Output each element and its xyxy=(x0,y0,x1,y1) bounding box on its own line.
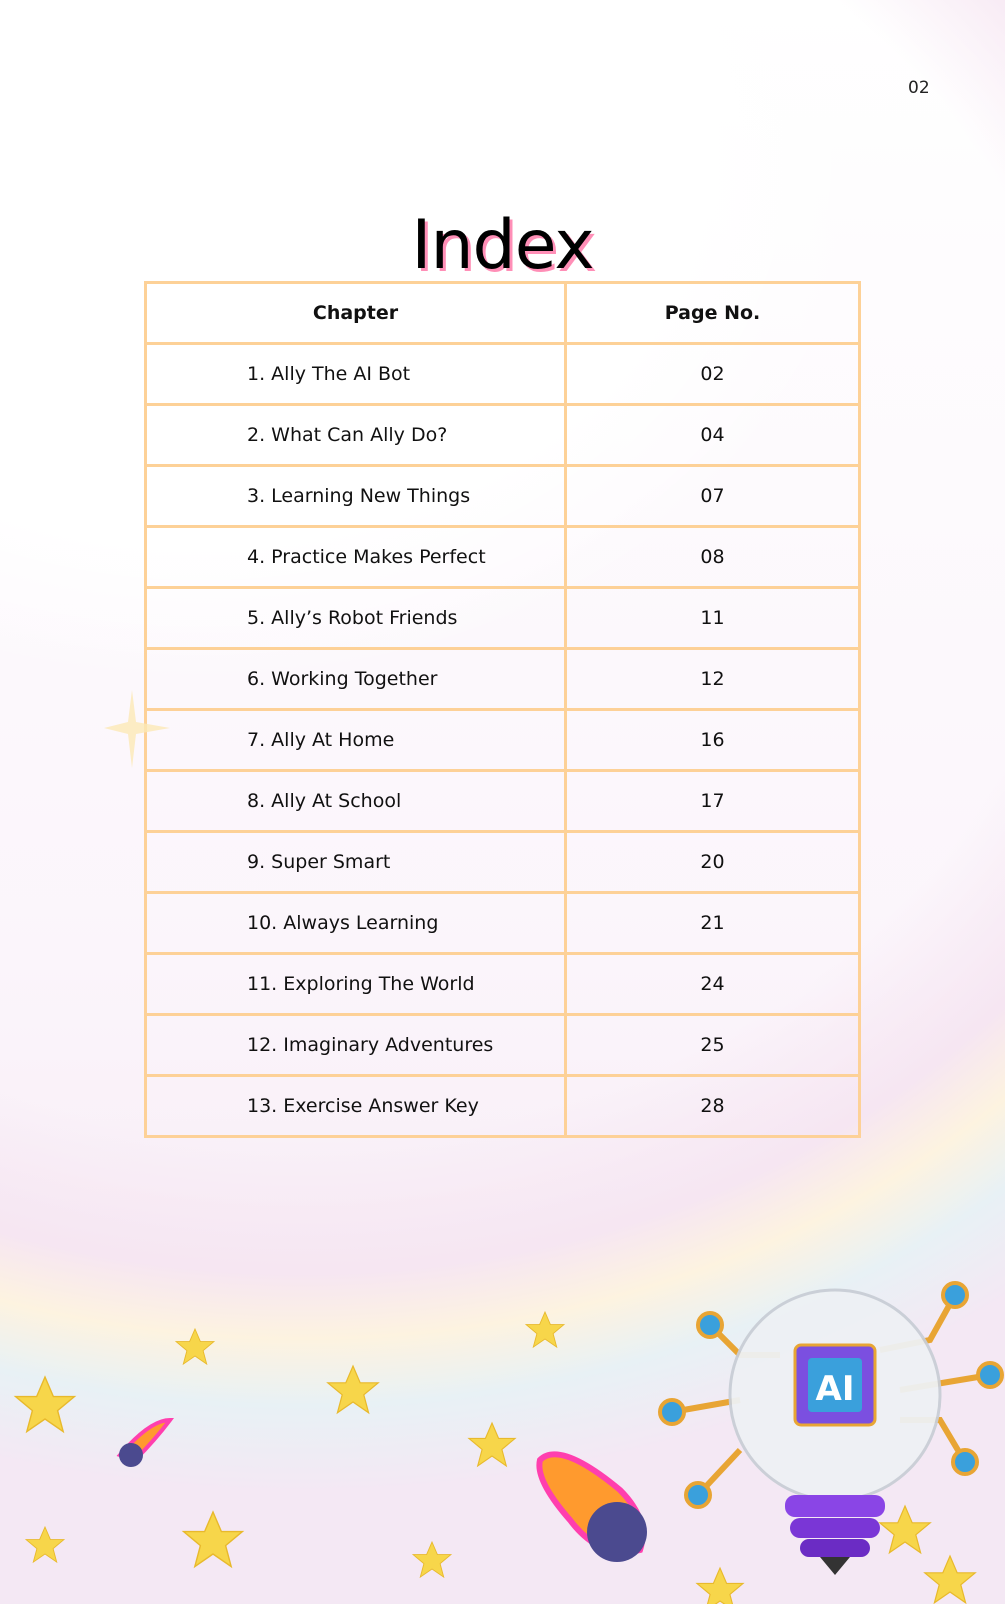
page-title: Index xyxy=(411,205,594,285)
chapter-cell: 6. Working Together xyxy=(146,649,566,710)
chapter-cell: 12. Imaginary Adventures xyxy=(146,1015,566,1076)
page-cell: 11 xyxy=(566,588,860,649)
page-cell: 08 xyxy=(566,527,860,588)
star-icon xyxy=(469,1423,515,1466)
page-cell: 02 xyxy=(566,344,860,405)
chapter-cell: 13. Exercise Answer Key xyxy=(146,1076,566,1137)
header-page-no: Page No. xyxy=(566,283,860,344)
chapter-cell: 1. Ally The AI Bot xyxy=(146,344,566,405)
svg-text:AI: AI xyxy=(815,1369,855,1409)
chapter-cell: 2. What Can Ally Do? xyxy=(146,405,566,466)
sparkle-icon xyxy=(104,690,170,768)
star-icon xyxy=(26,1527,64,1562)
page-cell: 20 xyxy=(566,832,860,893)
page-cell: 25 xyxy=(566,1015,860,1076)
page-cell: 24 xyxy=(566,954,860,1015)
page-cell: 07 xyxy=(566,466,860,527)
star-icon xyxy=(880,1506,930,1553)
small-meteor-icon xyxy=(119,1420,170,1467)
star-icon xyxy=(413,1542,451,1577)
chapter-cell: 9. Super Smart xyxy=(146,832,566,893)
chapter-cell: 10. Always Learning xyxy=(146,893,566,954)
page-cell: 21 xyxy=(566,893,860,954)
page-cell: 04 xyxy=(566,405,860,466)
page-cell: 16 xyxy=(566,710,860,771)
chapter-cell: 4. Practice Makes Perfect xyxy=(146,527,566,588)
star-icon xyxy=(925,1556,975,1603)
chapter-cell: 5. Ally’s Robot Friends xyxy=(146,588,566,649)
chapter-cell: 8. Ally At School xyxy=(146,771,566,832)
star-icon xyxy=(176,1329,214,1364)
page-cell: 17 xyxy=(566,771,860,832)
page-number: 02 xyxy=(908,78,930,98)
chapter-cell: 11. Exploring The World xyxy=(146,954,566,1015)
star-icon xyxy=(526,1312,564,1347)
ai-lightbulb-icon xyxy=(660,1283,1002,1575)
star-icon xyxy=(184,1512,243,1567)
chapter-cell: 7. Ally At Home xyxy=(146,710,566,771)
star-icon xyxy=(328,1366,378,1413)
page-cell: 12 xyxy=(566,649,860,710)
star-icon xyxy=(697,1568,743,1604)
page-cell: 28 xyxy=(566,1076,860,1137)
header-chapter: Chapter xyxy=(146,283,566,344)
star-icon xyxy=(16,1377,75,1432)
chapter-cell: 3. Learning New Things xyxy=(146,466,566,527)
large-meteor-icon xyxy=(539,1454,647,1562)
